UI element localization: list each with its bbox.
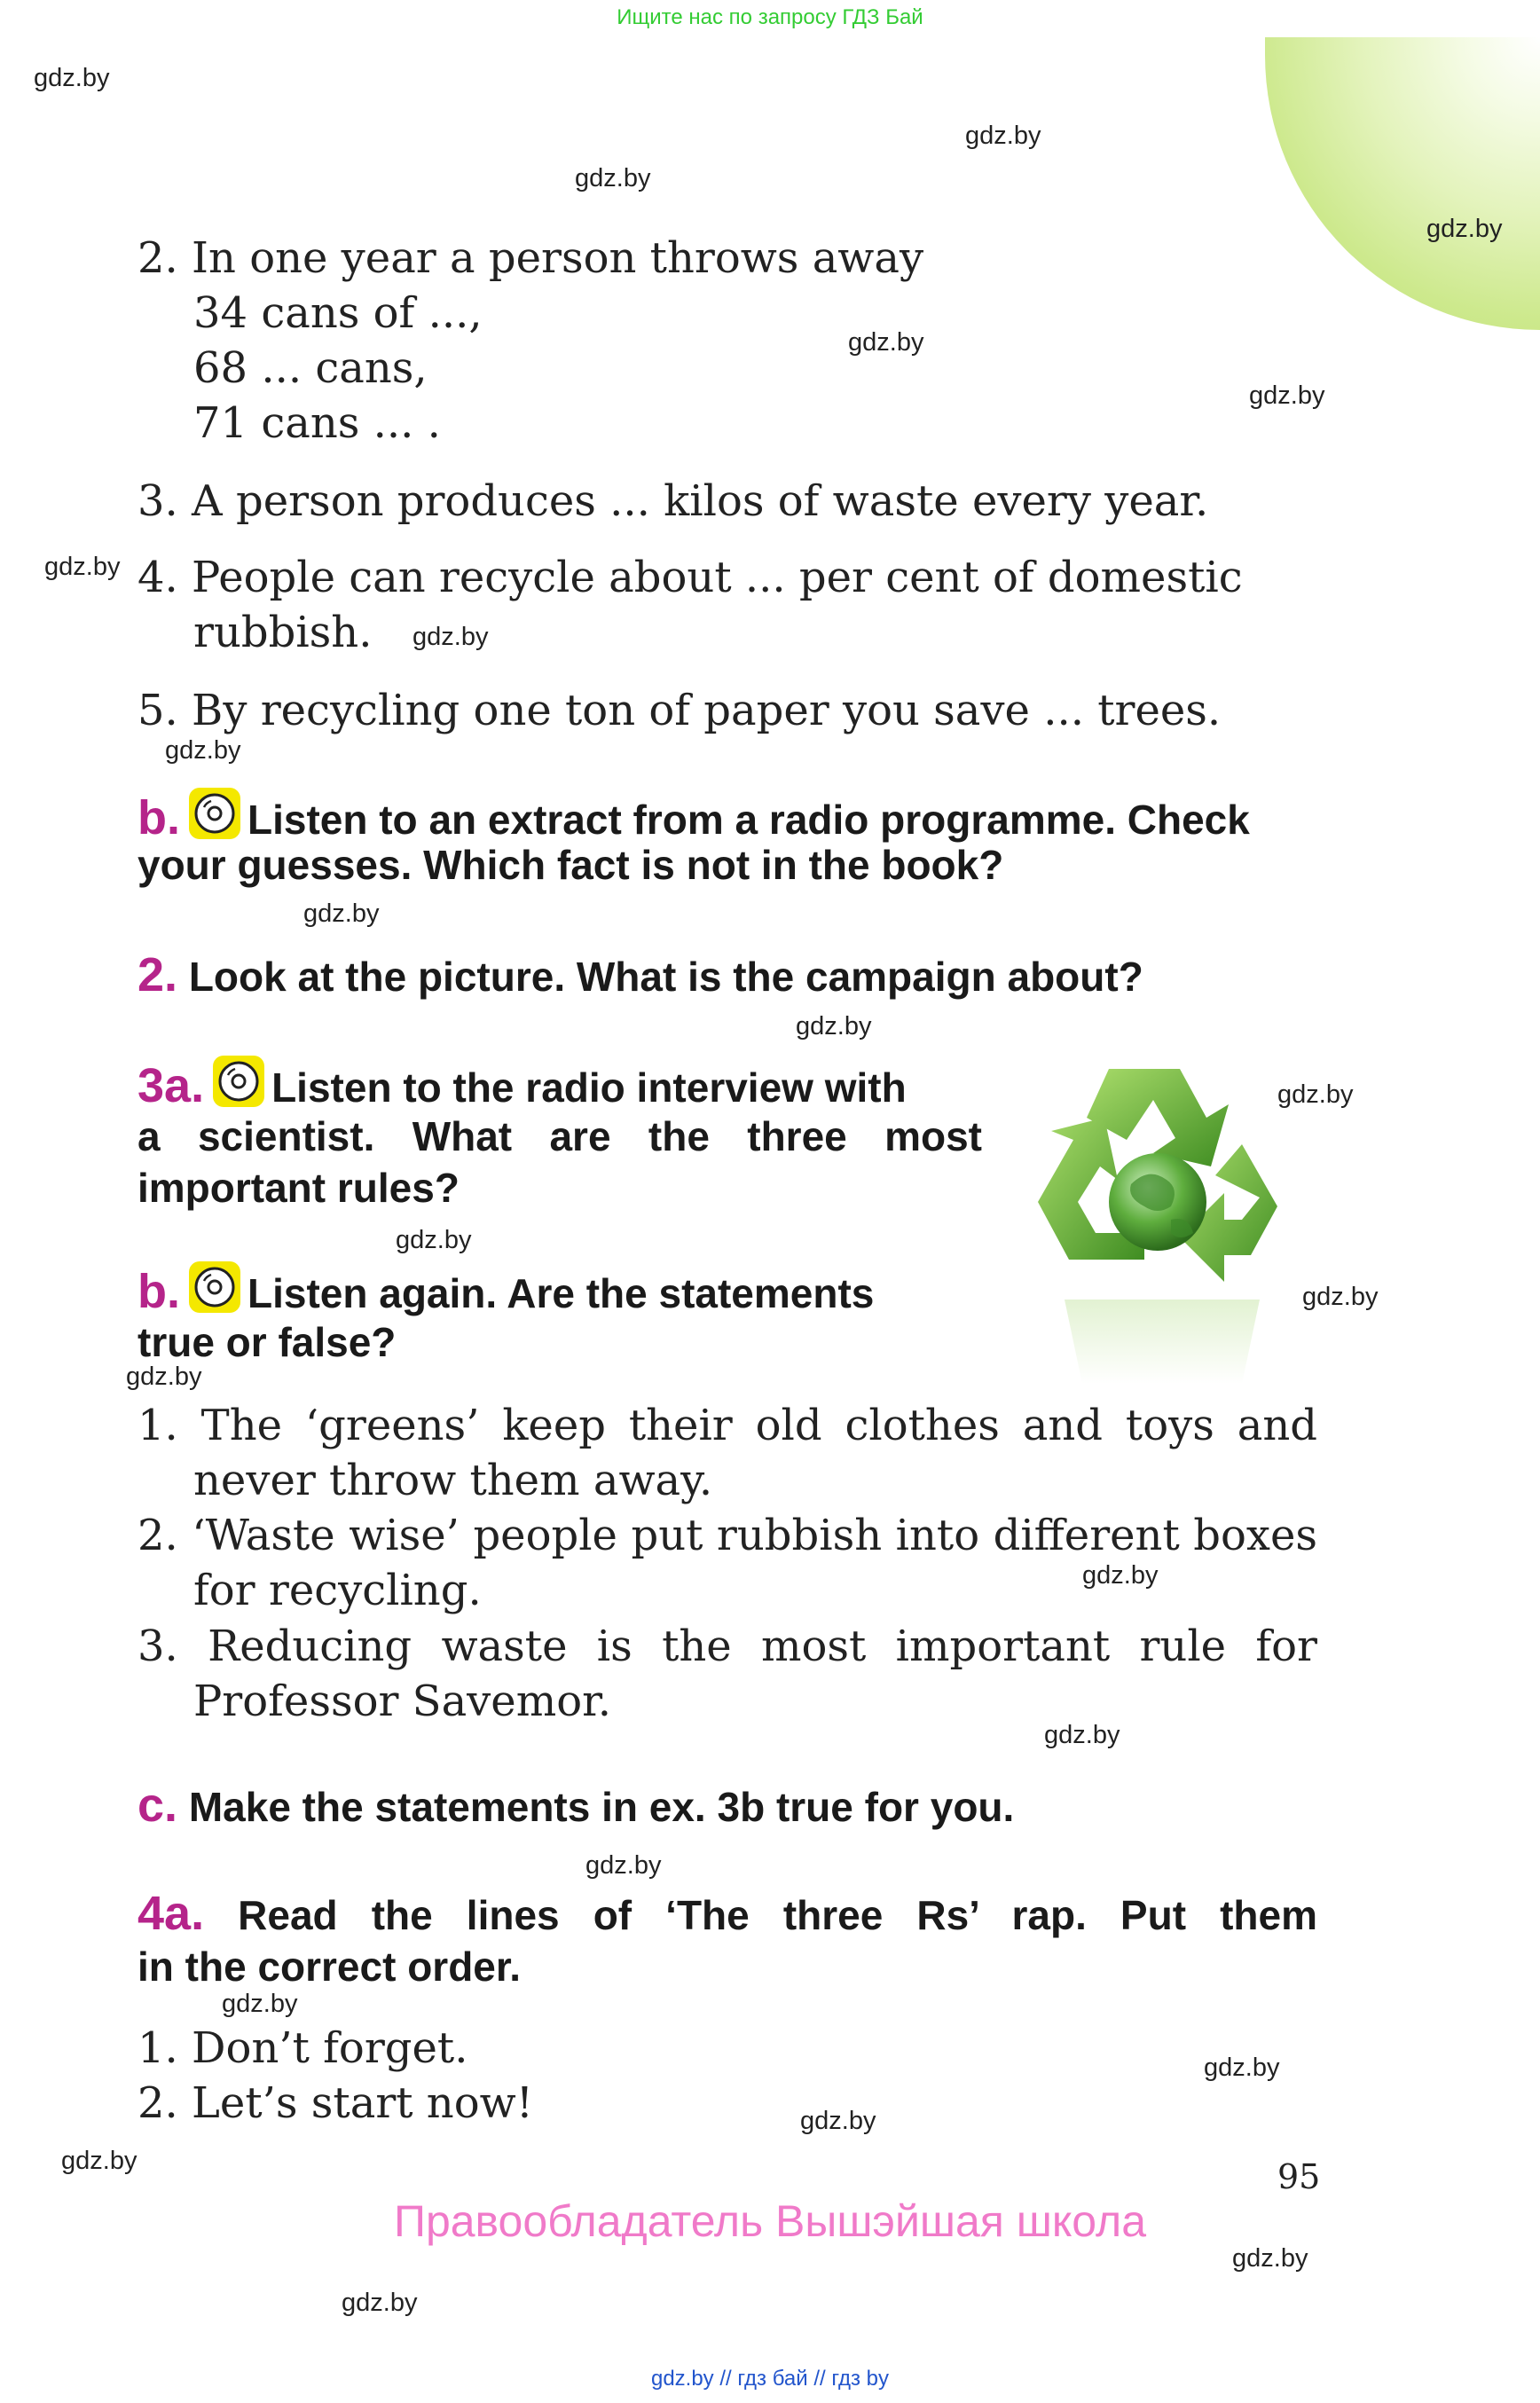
exercise-4a-line-2: in the correct order. [138,1944,522,1990]
watermark: gdz.by [1302,1283,1379,1311]
exercise-1b [138,788,1250,845]
watermark: gdz.by [585,1851,662,1880]
watermark: gdz.by [1204,2054,1280,2082]
statement-1-line-2: never throw them away. [193,1456,713,1505]
corner-decoration [1265,37,1540,330]
watermark: gdz.by [1249,381,1325,410]
watermark: gdz.by [396,1226,472,1254]
bottom-links[interactable]: gdz.by // гдз бай // гдз by [650,2367,890,2391]
exercise-4a-mark: 4a. [138,1887,205,1940]
statement-3-line-2: Professor Savemor. [193,1677,612,1726]
statement-3-line-1: 3. Reducing waste is the most important rule for [138,1622,1317,1671]
exercise-3b-line-2: true or false? [138,1319,397,1365]
item-5: 5. By recycling one ton of paper you save ... trees. [138,686,1222,735]
watermark: gdz.by [1082,1561,1159,1590]
watermark: gdz.by [303,899,380,928]
watermark: gdz.by [800,2107,876,2135]
exercise-2 [138,949,1143,1002]
watermark: gdz.by [412,623,489,651]
item-2-line-2: 34 cans of ..., [193,288,483,338]
exercise-1b-mark: b. [138,791,180,844]
exercise-3a-line-1: Listen to the radio interview with [271,1064,907,1111]
exercise-3a-mark: 3a. [138,1059,205,1112]
exercise-3c [138,1779,1014,1833]
watermark: gdz.by [1044,1721,1120,1749]
watermark: gdz.by [222,1990,298,2018]
watermark: gdz.by [1426,215,1503,243]
exercise-2-text: Look at the picture. What is the campaign about? [188,954,1143,1000]
exercise-3c-text: Make the statements in ex. 3b true for you. [188,1784,1015,1830]
watermark: gdz.by [61,2147,138,2175]
exercise-3a-line-2: a scientist. What are the three most [138,1113,982,1159]
item-2-line-4: 71 cans ... . [193,398,441,448]
statement-1-line-1: 1. The ‘greens’ keep their old clothes and toys and [138,1401,1317,1450]
item-4-line-2: rubbish. [193,608,373,657]
cd-audio-icon[interactable] [189,788,240,839]
exercise-3b-line-1: Listen again. Are the statements [248,1270,875,1316]
watermark: gdz.by [342,2289,418,2317]
item-4-line-1: 4. People can recycle about ... per cent of domestic [138,553,1243,602]
item-2-line-1: 2. In one year a person throws away [138,233,924,283]
watermark: gdz.by [848,328,924,357]
item-3: 3. A person produces ... kilos of waste every year. [138,476,1209,526]
exercise-1b-line-2: your guesses. Which fact is not in the book? [138,842,1004,888]
watermark: gdz.by [165,736,241,765]
cd-audio-icon[interactable] [189,1261,240,1313]
watermark: gdz.by [796,1012,872,1041]
recycle-globe-icon [1002,1033,1322,1388]
exercise-3b [138,1261,874,1319]
exercise-1b-line-1: Listen to an extract from a radio programme. Check [248,797,1250,843]
rap-line-1: 1. Don’t forget. [138,2023,468,2073]
watermark: gdz.by [44,553,121,581]
top-banner[interactable]: Ищите нас по запросу ГДЗ Бай [617,5,923,29]
watermark: gdz.by [34,64,110,92]
watermark: gdz.by [965,122,1041,150]
exercise-3b-mark: b. [138,1265,180,1318]
watermark: gdz.by [575,164,651,192]
watermark: gdz.by [126,1362,202,1391]
page-number: 95 [1277,2157,1321,2196]
exercise-2-mark: 2. [138,948,178,1001]
rap-line-2: 2. Let’s start now! [138,2078,533,2128]
copyright-holder: Правообладатель Вышэйшая школа [394,2196,1146,2246]
statement-2-line-1: 2. ‘Waste wise’ people put rubbish into different boxes [138,1511,1317,1560]
cd-audio-icon[interactable] [213,1056,264,1107]
exercise-4a-line-1: Read the lines of ‘The three Rs’ rap. Put them [238,1892,1318,1938]
exercise-3c-mark: c. [138,1779,178,1832]
watermark: gdz.by [1232,2244,1308,2273]
exercise-3a-line-3: important rules? [138,1165,460,1211]
exercise-4a [138,1888,1317,1941]
item-2-line-3: 68 ... cans, [193,343,428,393]
watermark: gdz.by [1277,1080,1354,1109]
statement-2-line-2: for recycling. [193,1566,482,1615]
exercise-3a [138,1056,907,1113]
